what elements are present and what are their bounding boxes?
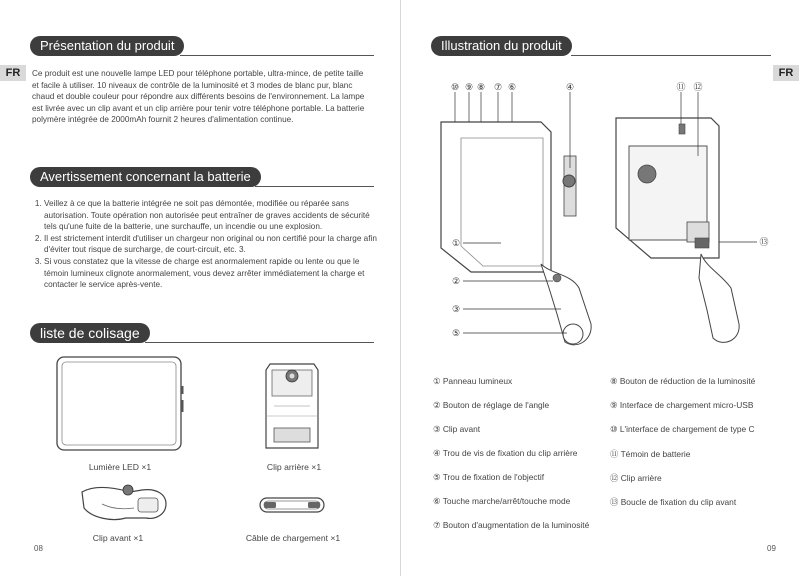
legend-label: Touche marche/arrêt/touche mode xyxy=(442,496,571,506)
legend-item-2 xyxy=(433,400,549,410)
front-view xyxy=(441,122,591,345)
legend-label: Trou de vis de fixation du clip arrière xyxy=(442,448,578,458)
callout-10: ⑩ xyxy=(450,82,460,92)
charging-cable-illustration xyxy=(256,490,328,520)
product-diagram xyxy=(401,78,802,368)
legend-item-8 xyxy=(610,376,755,386)
legend-item-1 xyxy=(433,376,512,386)
page-number: 08 xyxy=(34,544,43,553)
legend-label: Panneau lumineux xyxy=(442,376,513,386)
front-clip-illustration xyxy=(76,478,172,530)
legend-item-3 xyxy=(433,424,480,434)
legend-label: Interface de chargement micro-USB xyxy=(619,400,754,410)
legend-label: Clip arrière xyxy=(620,473,662,483)
legend-number: ⑨ xyxy=(610,400,618,410)
legend-label: Bouton de réglage de l'angle xyxy=(442,400,550,410)
back-clip-illustration xyxy=(262,356,322,456)
legend-number: ⑥ xyxy=(433,496,441,506)
legend-number: ⑪ xyxy=(610,449,619,459)
callout-13: ⑬ xyxy=(759,237,769,247)
legend-item-12 xyxy=(610,472,662,484)
presentation-paragraph: Ce produit est une nouvelle lampe LED pour téléphone portable, ultra-mince, de petite taille et facile à utiliser. 10 niveaux de contrôle de la luminosité et 3 modes de blanc pur, blanc chaud et double couleur pour répondre aux différents besoins de l'environnement. La lampe est livrée avec un clip avant et un clip arrière pour tenir votre téléphone portable. La batterie polymère intégrée de 2000mAh fournit 2 heures d'alimentation continue. xyxy=(32,69,365,125)
language-tag: FR xyxy=(773,65,799,81)
warning-item: 2. Il est strictement interdit d'utiliser un chargeur non original ou non certifié pour la charge afin d'éviter tout risque de surcharge, de court-circuit, etc. 3. xyxy=(44,233,384,256)
header-rule xyxy=(145,342,374,343)
packing-item-front-clip: Clip avant ×1 xyxy=(92,533,144,543)
legend-number: ⑦ xyxy=(433,520,441,530)
legend-label: Témoin de batterie xyxy=(620,449,691,459)
section-header-packing-list xyxy=(30,323,374,345)
legend-label: Bouton d'augmentation de la luminosité xyxy=(442,520,590,530)
callout-12: ⑫ xyxy=(693,82,703,92)
warning-item: 1. Veillez à ce que la batterie intégrée ne soit pas démontée, modifiée ou réparée sans autorisation. Toute opération non autorisée peut entraîner de graves accidents de sécurité tels qu'une fuite de la batterie, une surchauffe, un incendie ou une explosion. xyxy=(44,198,384,233)
warning-item: 3. Si vous constatez que la vitesse de charge est anormalement rapide ou lente ou que le témoin lumineux clignote anormalement, vous devez arrêter immédiatement la charge et contacter le service après-vente. xyxy=(44,256,384,291)
section-title-illustration: Illustration du produit xyxy=(431,36,572,56)
packing-item-charging-cable: Câble de chargement ×1 xyxy=(245,533,341,543)
section-title-presentation: Présentation du produit xyxy=(30,36,184,56)
section-title-battery-warning: Avertissement concernant la batterie xyxy=(30,167,261,187)
callout-9: ⑨ xyxy=(464,82,474,92)
legend-item-10 xyxy=(610,424,755,434)
back-view xyxy=(616,118,739,342)
legend-label: L'interface de chargement de type C xyxy=(619,424,755,434)
legend-number: ⑫ xyxy=(610,473,619,483)
legend-number: ⑩ xyxy=(610,424,618,434)
callout-11: ⑪ xyxy=(676,82,686,92)
packing-item-led-light: Lumière LED ×1 xyxy=(88,462,152,472)
legend-label: Clip avant xyxy=(442,424,481,434)
header-rule xyxy=(255,186,374,187)
callout-3: ③ xyxy=(451,304,461,314)
callout-7: ⑦ xyxy=(493,82,503,92)
header-rule xyxy=(180,55,374,56)
legend-number: ⑤ xyxy=(433,472,441,482)
right-page xyxy=(401,0,802,576)
header-rule xyxy=(571,55,771,56)
legend-item-11 xyxy=(610,448,690,460)
section-header-illustration xyxy=(431,36,771,58)
callout-5: ⑤ xyxy=(451,328,461,338)
legend-item-13 xyxy=(610,496,736,508)
callout-1: ① xyxy=(451,238,461,248)
legend-number: ② xyxy=(433,400,441,410)
legend-number: ③ xyxy=(433,424,441,434)
legend-item-4 xyxy=(433,448,577,458)
led-panel-illustration xyxy=(56,356,184,452)
page-number: 09 xyxy=(767,544,776,553)
callout-6: ⑥ xyxy=(507,82,517,92)
section-title-packing-list: liste de colisage xyxy=(30,323,150,343)
callout-8: ⑧ xyxy=(476,82,486,92)
section-header-battery-warning xyxy=(30,167,374,189)
legend-item-9 xyxy=(610,400,753,410)
language-tag: FR xyxy=(0,65,26,81)
callout-4: ④ xyxy=(565,82,575,92)
legend-item-6 xyxy=(433,496,570,506)
legend-label: Trou de fixation de l'objectif xyxy=(442,472,545,482)
section-header-presentation xyxy=(30,36,374,58)
legend-number: ④ xyxy=(433,448,441,458)
legend-item-5 xyxy=(433,472,544,482)
legend-number: ⑧ xyxy=(610,376,618,386)
battery-warning-list xyxy=(30,198,384,291)
packing-item-back-clip: Clip arrière ×1 xyxy=(266,462,322,472)
callout-2: ② xyxy=(451,276,461,286)
legend-item-7 xyxy=(433,520,589,530)
legend-number: ① xyxy=(433,376,441,386)
legend-label: Bouton de réduction de la luminosité xyxy=(619,376,756,386)
legend-label: Boucle de fixation du clip avant xyxy=(620,497,737,507)
legend-number: ⑬ xyxy=(610,497,619,507)
